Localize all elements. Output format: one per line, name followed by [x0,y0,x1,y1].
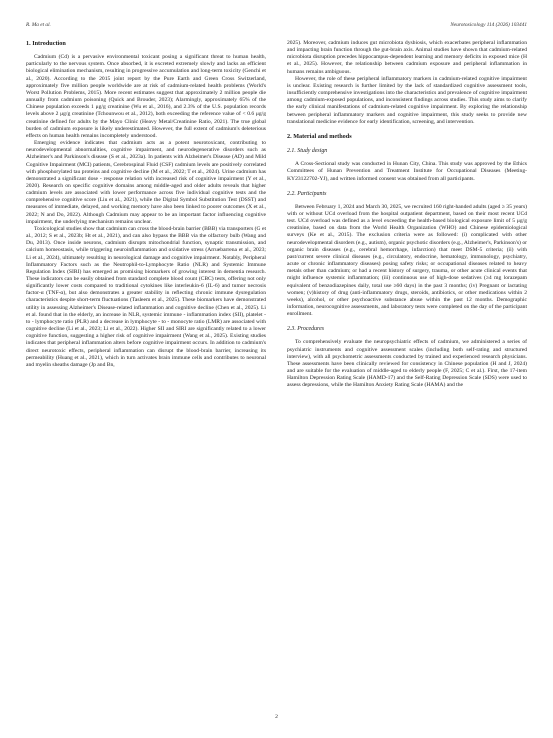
subsection-title-study-design: 2.1. Study design [287,148,328,155]
right-column [287,40,527,390]
intro-paragraph-4: 2025). Moreover, cadmium induces gut microbiota dysbiosis, which exacerbates peripheral inflammation and impacting brain function through the gut-brain axis. Animal studies have shown that cadmium-related microbiota disruption precedes hippocampus-dependent learning and memory deficits in exposed mice (H et al., 2025). However, the relationship between cadmium exposure and peripheral inflammation in humans remains ambiguous. [287,40,527,75]
left-column [26,40,266,369]
subsection-title-participants: 2.2. Participants [287,190,327,197]
running-header-journal: Neurotoxicology 114 (2026) 103441 [450,22,527,28]
intro-paragraph-2: Emerging evidence indicates that cadmium acts as a potent neurotoxicant, contributing to neurodevelopmental abnormalities, cognitive impairment, and neurodegenerative disorders such as Alzheimer's and Parkinson's disease (S et al., 2023a). In patients with Alzheimer's Disease (AD) and Mild Cognitive Impairment (MCI) patients, Cerebrospinal Fluid (CSF) cadmium levels are positively correlated with phosphorylated tau proteins and cognitive decline (M et al., 2022; T et al., 2024). Urine cadmium has demonstrated a significant dose - response relation with increased risk of cognitive impairment (Y et al., 2020). Research on specific cognitive domains among middle-aged and older adults reveals that higher cadmium levels are associated with lower performance across five individual cognitive tests and the comprehensive cognitive score (Liu et al., 2021), while the Digital Symbol Substitution Test (DSST) and measures of immediate, delayed, and working memory have also been linked to poorer outcomes (X et al., 2022; N and Do, 2022). Although Cadmium may appear to be an important factor influencing cognitive impairment, the underlying mechanism remains unclear. [26,140,266,225]
running-header-authors: R. Ma et al. [26,22,51,28]
section-title-introduction: 1. Introduction [26,40,66,47]
section-title-methods: 2. Material and methods [287,132,352,140]
subsection-title-procedures: 2.3. Procedures [287,326,325,333]
procedures-paragraph: To comprehensively evaluate the neuropsychiatric effects of cadmium, we administered a series of psychiatric instruments and cognitive assessment scales (including both self-rating and structured interview), with all psychometric assessments conducted by trained and experienced research physicians. These assessments have been clinically reviewed for consistency in Chinese population (H and J, 2024) and are suitable for the evaluation of middle-aged to elderly people (F, 2025; C et al.). First, the 17-item Hamilton Depression Rating Scale (HAMD-17) and the Self-Rating Depression Scale (SDS) were used to assess depressions, while the Hamilton Anxiety Rating Scale (HAMA) and the [287,339,527,389]
intro-paragraph-5: However, the role of these peripheral inflammatory markers in cadmium-related cognitive impairment is unclear. Existing research is further limited by the lack of standardized cognitive assessment tools, insufficiently comprehensive investigations into the characteristics and prevalence of cognitive impairment among cadmium-exposed populations, and inconsistent findings across studies. This study aims to clarify the early clinical manifestations of cadmium-related cognitive impairment. By exploring the relationship between peripheral inflammatory markers and cognitive impairment, this study seeks to provide new translational medicine evidence for early identification, screening, and intervention. [287,75,527,125]
intro-paragraph-3: Toxicological studies show that cadmium can cross the blood-brain barrier (BBB) via transporters (G et al., 2012; S et al., 2023b; Ht et al., 2021), and can also bypass the BBB via the olfactory bulb (Wang and Du, 2013). Once inside neurons, cadmium disrupts mitochondrial function, synaptic transmission, and calcium homeostasis, while triggering neuroinflammation and oxidative stress (Arruebarrena et al., 2023; Li et al., 2024), ultimately resulting in neurological damage and cognitive impairment. Notably, Peripheral Inflammatory Factors such as the Neutrophil-to-Lymphocyte Ratio (NLR) and Systemic Immune Regulation Index (SIRI) has emerged as promising biomarkers of growing interest in dementia research. These indicators can be easily obtained from standard complete blood count (CBC) tests, offering not only significantly lower costs compared to traditional cytokines like interleukin-6 (IL-6) and tumor necrosis factor-α (TNF-α), but also demonstrates a greater stability in reflecting chronic immune dysregulation characteristics despite short-term fluctuations (Tasleem et al., 2025). These biomarkers have demonstrated utility in assessing Alzheimer's Disease-related inflammation and cognitive decline (Chen et al., 2025). Li et al. found that in the elderly, an increase in NLR, systemic immune - inflammation index (SII), platelet - to - lymphocyte ratio (PLR) and a decrease in lymphocyte - to - monocyte ratio (LMR) are associated with cognitive decline (Li et al., 2023; Li et al., 2022). Higher SII and SIRI are significantly related to a lower cognitive function, suggesting a higher risk of cognitive impairment (Wang et al., 2025). Existing studies indicates that peripheral inflammation alters before cognitive impairment occurs. In addition to cadmium's direct neurotoxic effects, peripheral inflammation can disrupt the blood-brain barrier, increasing its permeability (Huang et al., 2021), which in turn activates brain immune cells and contributes to neuronal and myelin sheaths damage (Jp and Bn, [26,225,266,368]
intro-paragraph-1: Cadmium (Cd) is a pervasive environmental toxicant posing a significant threat to human health, particularly to the nervous system. Once absorbed, it is excreted extremely slowly and lacks an efficient biological elimination mechanism, resulting in progressive accumulation and long-term toxicity (Genchi et al., 2020). According to the 2015 joint report by the Pure Earth and Green Cross Switzerland, approximately five million people worldwide are at risk of cadmium-related health problems (World's Worst Pollution Problems, 2015). More recent estimates suggest that approximately 2 million people die annually from cadmium poisoning (Quick and Brouder, 2023); Alarmingly, approximately 65% of the Chinese population exceeds 1 μg/g creatinine (Wu et al., 2016), and 2.3% of the U.S. population records levels above 2 μg/g creatinine (Tchounwou et al., 2012), both exceeding the reference value of < 0.6 μg/g creatinine defined for adults by the Mayo Clinic (Heavy Metal/Creatinine Ratio, 2021). The true global burden of cadmium exposure is likely underestimated. However, the full extent of cadmium's deleterious effects on human health remains incompletely understood. [26,54,266,139]
study-design-paragraph: A Cross-Sectional study was conducted in Hunan City, China. This study was approved by the Ethics Committees of Hunan Prevention and Treatment Institute for Occupational Diseases (Meeting-KY23122702-YJ), and written informed consent was obtained from all participants. [287,161,527,182]
page-number: 2 [275,714,278,720]
participants-paragraph: Between February 1, 2024 and March 30, 2025, we recruited 160 right-handed adults (aged ≥ 35 years) with or without UCd overload from the hospital outpatient department, based on their most recent UCd test. UCd overload was defined as a level exceeding the health-based biological exposure limit of 5 μg/g creatinine, based on data from the World Health Organization (WHO) and Chinese epidemiological surveys (Ke et al., 2015). The exclusion criteria were as followed: (i) complicated with other neurodevelopmental disorders (e.g., autism), organic psychotic disorders (e.g., Alzheimer's, Parkinson's) or organic brain diseases (e.g., cerebral hemorrhage, infarction) that meet DSM-5 criteria; (ii) with past/current severe clinical diseases (e.g., circulatory, endocrine, hematology, immunology, psychiatry, acute or chronic inflammatory diseases) posing safety risks; or occupational diseases related to heavy metals other than cadmium; or had a recent history of surgery, trauma, or other acute clinical events that might influence systemic inflammation; (iii) continuous use of high-dose sedatives (≥4 mg lorazepam equivalent of benzodiazepines daily, total use ≥60 days) in the past 3 months; (iv) Pregnant or lactating women; (v)history of drug (anti-inflammatory drugs, steroids, antibiotics, or other medications within 2 weeks), alcohol, or other psychoactive substance abuse within the past 12 months. Demographic information, neurocognitive assessments, and laboratory tests were completed on the day of the participant enrollment. [287,203,527,318]
